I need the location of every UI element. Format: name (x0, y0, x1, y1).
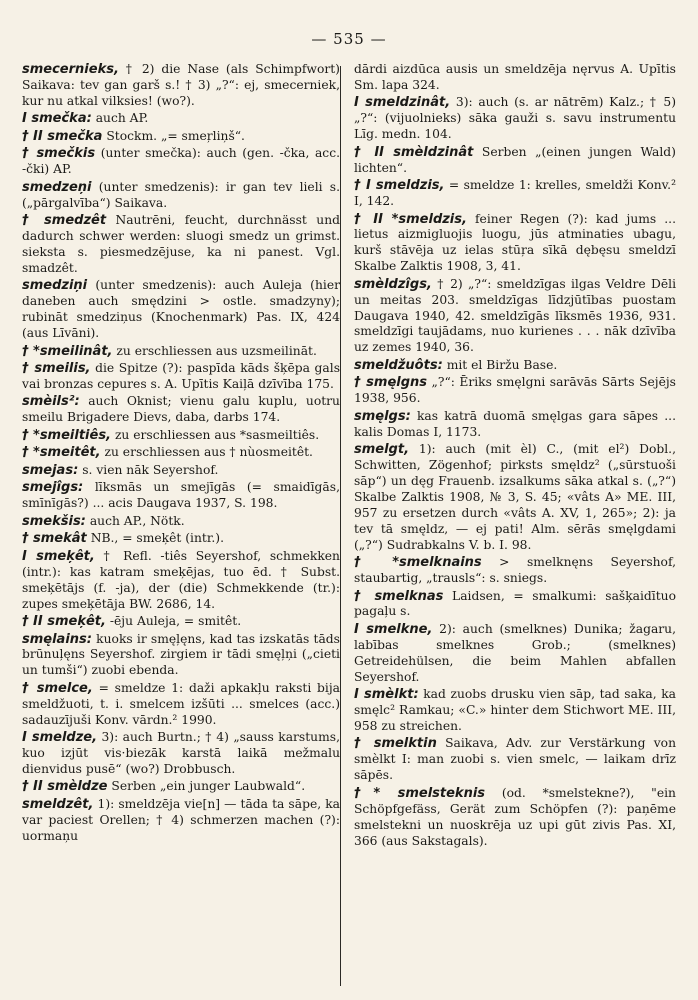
dictionary-entry (22, 681, 340, 729)
dictionary-entry (354, 277, 676, 357)
dictionary-entry (354, 687, 676, 735)
entry-text: Serben „ein junger Laubwald“. (111, 779, 306, 794)
dictionary-entry (354, 178, 676, 210)
dictionary-entry (22, 730, 340, 778)
dictionary-entry (354, 375, 676, 407)
dictionary-entry (354, 145, 676, 177)
entry-text: † Refl. -tiês Seyershof, schmekken (intr.): kas katram smeķējas, tuo ēd. † Subst. smeķētājs (f. -ja), der (die) Schmekkende (tr.): zupes smeķētāja BW. 2686, 14. (22, 548, 340, 611)
entry-headword: † II *smeldzis, (354, 211, 467, 227)
dictionary-entry (22, 180, 340, 212)
entry-text: (od. *smelstekne?), "ein Schöpfgefäss, Gerät zum Schöpfen (?): paņēme smelstekni un nuoskrēja uz upi gūt zivis Pas. XI, 366 (aus Sakstagals). (354, 785, 676, 848)
entry-headword: † I smeldzis, (354, 178, 445, 194)
dictionary-entry (22, 480, 340, 512)
dictionary-entry (354, 442, 676, 553)
entry-headword: smelgt, (354, 442, 410, 458)
entry-headword: smęlgs: (354, 408, 411, 424)
entry-headword: † smeilis, (22, 361, 91, 377)
entry-headword: † *smeilinât, (22, 343, 113, 359)
entry-text: = smeldze 1: daži apkakļu raksti bija smeldžuoti, t. i. smelcem izšūti ... smelces (acc.) sadauzījuši Konv. vārdn.² 1990. (22, 680, 340, 727)
entry-headword: † smelktin (354, 736, 437, 752)
entry-text: auch AP. (95, 111, 149, 126)
entry-headword: I smeķêt, (22, 548, 95, 564)
entry-headword: smeldžuôts: (354, 357, 443, 373)
dictionary-entry (22, 463, 340, 479)
entry-text: līksmās un smejīgās (= smaidīgās, smīnīgās?) ... acis Daugava 1937, S. 198. (22, 480, 340, 511)
entry-text: dārdi aizdūca ausis un smeldzēja nęrvus A. Upītis Sm. lapa 324. (354, 62, 676, 92)
entry-headword: † smęlgns (354, 375, 428, 391)
entry-headword: I smeldzinât, (354, 95, 451, 111)
entry-text: (unter smedzenis): ir gan tev lieli s. („pārgalvība“) Saikava. (22, 179, 340, 210)
entry-headword: smejas: (22, 462, 79, 478)
dictionary-entry (22, 62, 340, 110)
entry-text: † 2) „?“: smeldzīgas ilgas Veldre Dēli un meitas 203. smeldzīgas līdzjūtības puostam Daugava 1940, 42. smeldzīgās līksmēs 1936, 931. smeldzīgi taujādams, nuo kurienes . . . nāk dzīvība uz zemes 1940, 36. (354, 276, 676, 355)
dictionary-entry (354, 589, 676, 621)
entry-headword: † smedzêt (22, 213, 107, 229)
dictionary-entry (22, 146, 340, 178)
entry-headword: I smelkne, (354, 621, 433, 637)
left-column (22, 62, 340, 846)
entry-text: auch AP., Nötk. (89, 513, 185, 528)
entry-headword: † smekât (22, 531, 87, 547)
dictionary-entry (22, 344, 340, 360)
entry-headword: smèils²: (22, 394, 80, 410)
dictionary-entry (22, 797, 340, 845)
entry-headword: I smečka: (22, 111, 92, 127)
dictionary-entry (354, 786, 676, 850)
entry-headword: smecernieks, (22, 62, 119, 77)
entry-headword: smedzeņi (22, 179, 92, 195)
entry-headword: † *smeitêt, (22, 445, 101, 461)
dictionary-entry (22, 278, 340, 342)
entry-text: Laidsen, = smalkumi: sašķaidītuo pagaļu s. (354, 588, 676, 619)
entry-headword: † smelknas (354, 588, 444, 604)
entry-text: die Spitze (?): paspīda kāds šķēpa gals vai bronzas cepures s. A. Upītis Kaiļā dzīvība 175. (22, 361, 341, 391)
entry-headword: † smelce, (22, 680, 93, 696)
entry-headword: † II smečka (22, 128, 103, 144)
entry-headword: I smeldze, (22, 730, 98, 746)
dictionary-entry (22, 428, 340, 444)
dictionary-entry (22, 514, 340, 530)
dictionary-entry (354, 212, 676, 276)
entry-text: Serben „(einen jungen Wald) lichten“. (354, 144, 676, 175)
entry-headword: smeldzêt, (22, 796, 94, 812)
dictionary-entry (22, 361, 340, 393)
entry-text: 3): auch Burtn.; † 4) „sauss karstums, kuo izjūt vis·biezāk karstā laikā mežmalu dienvidus pusē“ (wo?) Drobbusch. (22, 730, 340, 776)
dictionary-entry (354, 409, 676, 441)
dictionary-entry (22, 779, 340, 795)
dictionary-entry (354, 736, 676, 784)
entry-text: NB., = smeķêt (intr.). (90, 531, 224, 546)
entry-text: „?“: Ēriks smęlgni sarāvās Sārts Sejējs 1938, 956. (354, 375, 676, 406)
entry-text: Stockm. „= smeŗliņš“. (106, 128, 245, 143)
dictionary-entry (22, 632, 340, 680)
dictionary-entry (354, 358, 676, 374)
entry-headword: smedziņi (22, 278, 88, 294)
entry-text: † 2) die Nase (als Schimpfwort) Saikava: tev gan garš s.! † 3) „?“: ej, smecerniek, kur nu atkal vilksies! (wo?). (22, 62, 340, 108)
dictionary-entry (22, 213, 340, 277)
entry-text: zu erschliessen aus † nùosmeitêt. (104, 445, 313, 460)
entry-text: > smelknęns Seyershof, staubartig, „trausls“: s. sniegs. (354, 555, 676, 586)
entry-text: kad zuobs drusku vien sāp, tad saka, ka smęlc² Ramkau; «C.» hinter dem Stichwort ME. III, 958 zu streichen. (354, 687, 676, 733)
dictionary-entry (22, 445, 340, 461)
entry-text: mit el Biržu Base. (446, 357, 558, 372)
entry-text: s. vien nāk Seyershof. (82, 462, 219, 477)
entry-headword: † II smeķêt, (22, 614, 106, 629)
entry-text: = smeldze 1: krelles, smeldži Konv.² I, 142. (354, 178, 677, 209)
dictionary-entry (354, 95, 676, 143)
entry-text: feiner Regen (?): kad jums ... lietus aizmigluojis luogu, jūs atminaties ubagu, kurš stāvēja uz ielas stūŗa sīkā dębęsu smeldzī Skalbe Zalktis 1908, 3, 41. (354, 211, 676, 274)
entry-text: (unter smečka): auch (gen. -čka, acc. -čki) AP. (22, 146, 340, 177)
entry-headword: smèldzîgs, (354, 276, 432, 292)
entry-text: Saikava, Adv. zur Verstärkung von smèlkt I: man zuobi s. vien smelc, — laikam drīz sāpēs. (354, 736, 676, 783)
entry-text: kuoks ir smęļęns, kad tas izskatās tāds brūnuļęns Seyershof. zirgiem ir tādi smęļņi („cieti un tumši“) zuobi ebenda. (22, 631, 340, 678)
entry-text: zu erschliessen aus uzsmeilināt. (116, 343, 317, 358)
entry-headword: †* smelsteknis (354, 785, 486, 801)
entry-text: zu erschliessen aus *sasmeiltiês. (114, 427, 320, 442)
entry-headword: † II smèldzinât (354, 144, 474, 160)
entry-text: kas katrā duomā smęlgas gara sāpes ... kalis Domas I, 1173. (354, 408, 676, 439)
entry-headword: † *smeiltiês, (22, 427, 112, 443)
entry-headword: I smèlkt: (354, 687, 419, 703)
entry-text: (unter smedzenis): auch Auleja (hier daneben auch smędzini > ostle. smadzyny); rubināt smedziņus (Knochenmark) Pas. IX, 424 (aus Līvāni). (22, 278, 340, 341)
entry-headword: † smečkis (22, 146, 96, 162)
right-column (354, 62, 676, 851)
entry-headword: smekšis: (22, 513, 86, 529)
dictionary-entry (354, 555, 676, 587)
entry-headword: † II smèldze (22, 779, 108, 795)
entry-text: -ēju Auleja, = smitêt. (109, 614, 242, 628)
dictionary-entry (22, 129, 340, 145)
entry-text: auch Oknist; vienu galu kuplu, uotru smeilu Brigadere Dievs, daba, darbs 174. (22, 394, 340, 425)
dictionary-entry (22, 531, 340, 547)
dictionary-entry (22, 549, 340, 613)
dictionary-entry (22, 111, 340, 127)
column-divider (340, 66, 341, 986)
entry-headword: † *smelknains (354, 555, 482, 571)
entry-headword: smęlains: (22, 631, 92, 647)
dictionary-entry (22, 394, 340, 426)
dictionary-entry (354, 622, 676, 686)
entry-text: Nautrēni, feucht, durchnässt und dadurch schwer werden: sluogi smedz un grimst. siekstа s. piesmedzējuse, ka ni panest. Vgl. smadzêt. (22, 213, 340, 275)
dictionary-entry (354, 62, 676, 94)
entry-text: 2): auch (smelknes) Dunika; žagaru, labības smelknes Grob.; (smelknes) Getreidehülsen, die beim Mahlen abfallen Seyershof. (354, 621, 676, 684)
entry-headword: smejîgs: (22, 480, 84, 496)
page-number: — 535 — (311, 30, 387, 48)
dictionary-entry (22, 614, 340, 630)
entry-text: 1): auch (mit èl) C., (mit el²) Dobl., Schwitten, Zögenhof; pirksts smęldz² („sūrstuoši sāp“) un dęg Frauenb. izsalkums sāka atkal s. („?“) Skalbe Zalktis 1908, № 3, S. 45; «vâts A» ME. III, 957 zu ersetzen durch «vâts A. XV, 1, 265»; 2): ja tev tā smęldz, — ej pati! Alm. sērās smęlgdami („?“) Sudrabkalns V. b. I. 98. (354, 442, 676, 552)
entry-text: 1): smeldzēja vie[n] — tāda ta sāpe, ka var paciest Orellen; † 4) schmerzen machen (?): uormaņu (22, 796, 340, 843)
entry-text: 3): auch (s. ar nātrēm) Kalz.; † 5) „?“: (vijuolnieks) sāka gauži s. savu instrumentu Līg. medn. 104. (354, 95, 676, 142)
